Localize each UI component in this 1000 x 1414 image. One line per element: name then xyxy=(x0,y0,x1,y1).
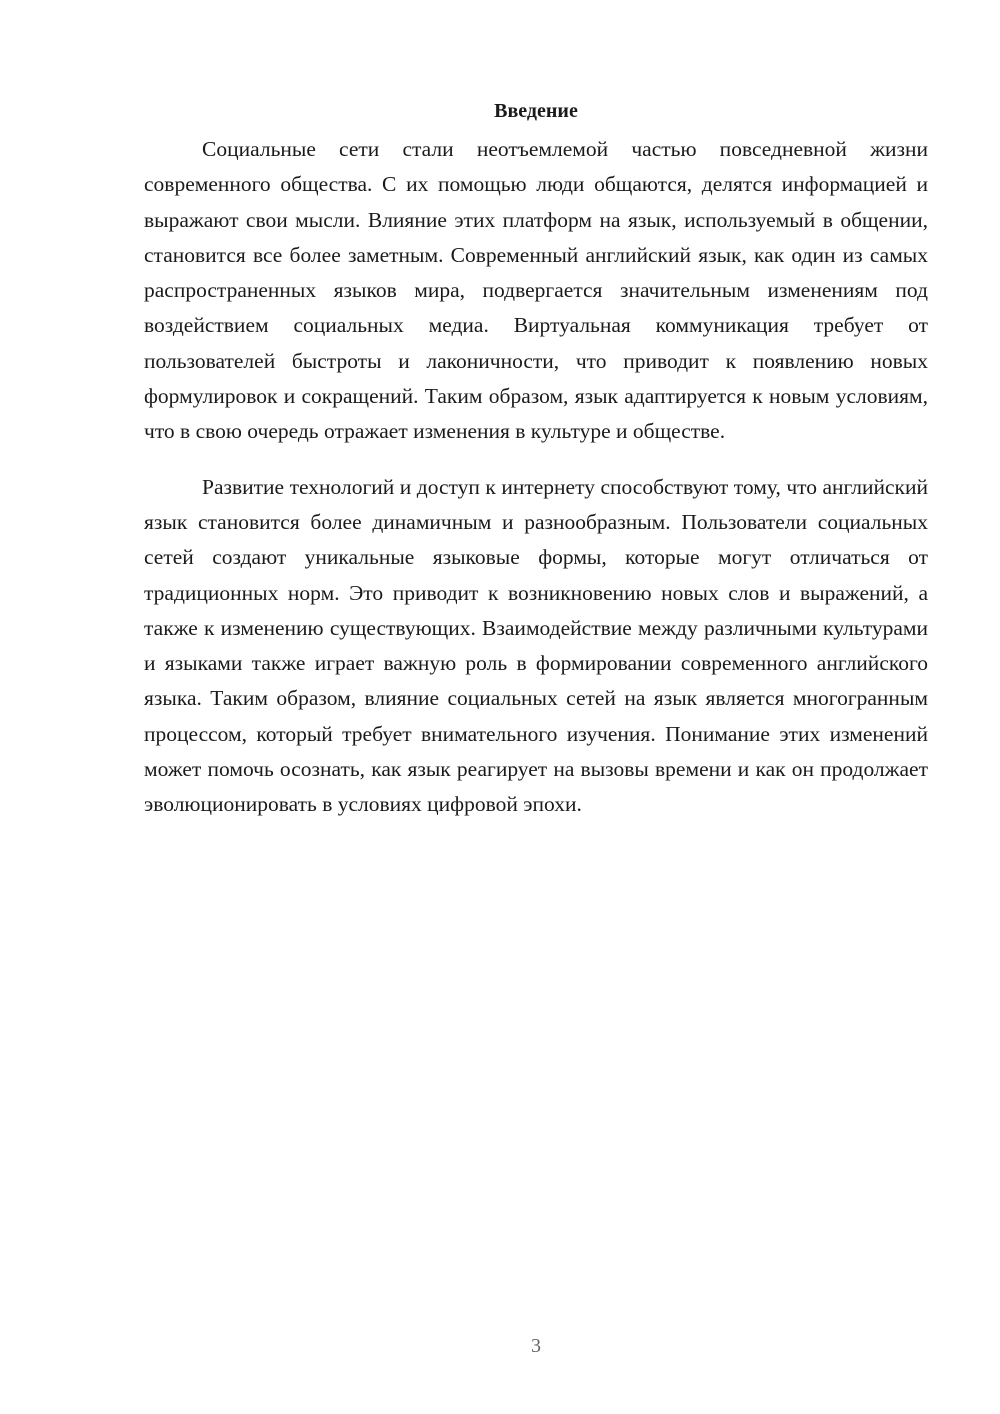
page-content xyxy=(144,96,928,823)
paragraph-1: Социальные сети стали неотъемлемой частью повседневной жизни современного общества. С их помощью люди общаются, делятся информацией и выражают свои мысли. Влияние этих платформ на язык, используемый в общении, становится все более заметным. Современный английский язык, как один из самых распространенных языков мира, подвергается значительным изменениям под воздействием социальных медиа. Виртуальная коммуникация требует от пользователей быстроты и лаконичности, что приводит к появлению новых формулировок и сокращений. Таким образом, язык адаптируется к новым условиям, что в свою очередь отражает изменения в культуре и обществе. xyxy=(144,137,928,444)
page-number: 3 xyxy=(531,1335,541,1357)
section-heading: Введение xyxy=(494,100,578,122)
paragraph-2: Развитие технологий и доступ к интернету способствуют тому, что английский язык становится более динамичным и разнообразным. Пользователи социальных сетей создают уникальные языковые формы, которые могут отличаться от традиционных норм. Это приводит к возникновению новых слов и выражений, а также к изменению существующих. Взаимодействие между различными культурами и языками также играет важную роль в формировании современного английского языка. Таким образом, влияние социальных сетей на язык является многогранным процессом, который требует внимательного изучения. Понимание этих изменений может помочь осознать, как язык реагирует на вызовы времени и как он продолжает эволюционировать в условиях цифровой эпохи. xyxy=(144,474,928,817)
